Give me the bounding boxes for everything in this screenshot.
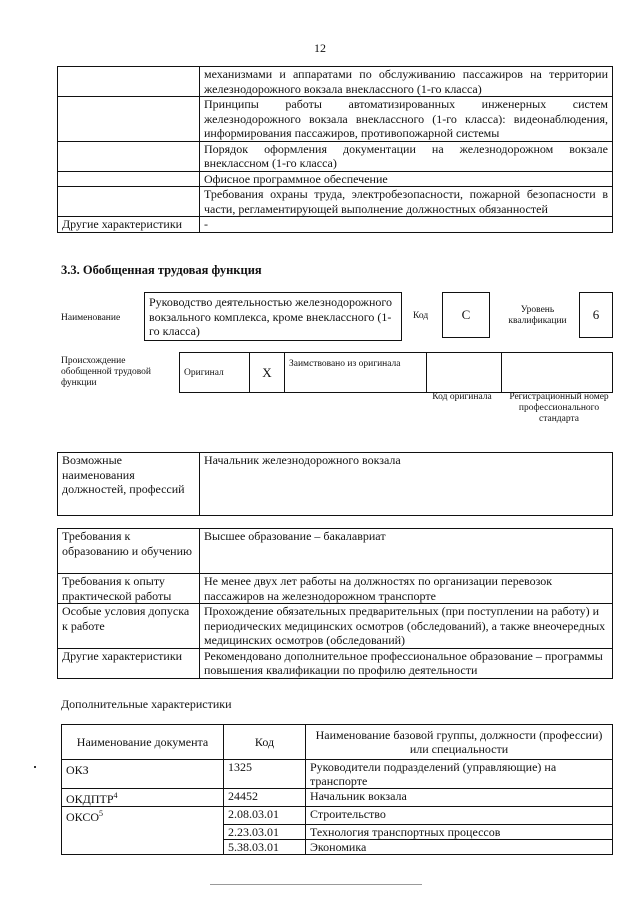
table-row — [58, 604, 613, 649]
origin-code-cell — [427, 353, 502, 393]
req-value: Прохождение обязательных предварительных (при поступлении на работу) и периодических медицинских осмотров (обследований), а также внеочередных медицинских осмотров (обследований) — [200, 604, 613, 649]
doc-code: 5.38.03.01 — [224, 839, 306, 854]
table-row — [58, 217, 613, 233]
table-row — [180, 353, 613, 393]
table-row — [58, 574, 613, 604]
table-row — [58, 529, 613, 574]
knowledge-table — [57, 66, 613, 233]
table-cell — [58, 67, 200, 97]
table-cell — [58, 171, 200, 187]
doc-code: 1325 — [224, 760, 306, 789]
header-code: Код — [224, 725, 306, 760]
positions-value: Начальник железнодорожного вокзала — [200, 453, 613, 516]
req-label: Требования к образованию и обучению — [58, 529, 200, 574]
table-row — [58, 648, 613, 678]
table-cell: Принципы работы автоматизированных инженерных систем железнодорожного вокзала внеклассного (1-го класса): видеонаблюдения, информирования пассажиров, противопожарной системы — [200, 97, 613, 142]
doc-name — [62, 824, 224, 839]
table-row — [58, 67, 613, 97]
code-value: C — [461, 307, 471, 322]
req-label: Особые условия допуска к работе — [58, 604, 200, 649]
requirements-table — [57, 528, 613, 679]
original-mark: X — [250, 353, 285, 393]
table-header-row — [62, 725, 613, 760]
table-row — [62, 789, 613, 807]
doc-name: ОКЗ — [62, 760, 224, 789]
original-label: Оригинал — [180, 353, 250, 393]
req-value: Не менее двух лет работы на должностях по организации перевозок пассажиров на железнодорожном транспорте — [200, 574, 613, 604]
origin-table — [179, 352, 613, 393]
doc-name: ОКСО$^5$ — [62, 807, 224, 825]
table-cell: механизмами и аппаратами по обслуживанию пассажиров на территории железнодорожного вокзала внеклассного (1-го класса) — [200, 67, 613, 97]
req-value: Высшее образование – бакалавриат — [200, 529, 613, 574]
table-row — [62, 824, 613, 839]
level-value-box — [579, 292, 613, 338]
doc-code: 2.08.03.01 — [224, 807, 306, 825]
table-cell: Порядок оформления документации на железнодорожном вокзале внеклассном (1-го класса) — [200, 141, 613, 171]
doc-title: Начальник вокзала — [306, 789, 613, 807]
header-name: Наименование базовой группы, должности (профессии) или специальности — [306, 725, 613, 760]
table-cell — [58, 187, 200, 217]
req-label: Другие характеристики — [58, 648, 200, 678]
page-number: 12 — [314, 41, 326, 55]
doc-title: Экономика — [306, 839, 613, 854]
doc-code: 2.23.03.01 — [224, 824, 306, 839]
code-label: Код — [413, 311, 429, 321]
header-doc: Наименование документа — [62, 725, 224, 760]
bottom-rule — [210, 884, 422, 885]
table-row — [62, 760, 613, 789]
table-cell — [58, 141, 200, 171]
code-caption: Код оригинала — [432, 392, 492, 402]
doc-title: Строительство — [306, 807, 613, 825]
doc-code: 24452 — [224, 789, 306, 807]
level-label: Уровень квалификации — [508, 305, 567, 326]
positions-label: Возможные наименования должностей, профессий — [58, 453, 200, 516]
doc-title: Руководители подразделений (управляющие) на транспорте — [306, 760, 613, 789]
req-label: Требования к опыту практической работы — [58, 574, 200, 604]
function-name-box — [144, 292, 402, 341]
extra-title: Дополнительные характеристики — [61, 697, 232, 711]
table-cell: - — [200, 217, 613, 233]
table-cell — [58, 97, 200, 142]
name-label: Наименование — [61, 313, 121, 323]
positions-table — [57, 452, 613, 516]
table-cell: Требования охраны труда, электробезопасности, пожарной безопасности в части, регламентирующей выполнение должностных обязанностей — [200, 187, 613, 217]
level-value: 6 — [592, 307, 600, 322]
documents-table — [61, 724, 613, 855]
doc-name: ОКДПТР$^4$ — [62, 789, 224, 807]
doc-name — [62, 839, 224, 854]
doc-title: Технология транспортных процессов — [306, 824, 613, 839]
table-row — [58, 141, 613, 171]
req-value: Рекомендовано дополнительное профессиональное образование – программы повышения квалификации по профилю деятельности — [200, 648, 613, 678]
scan-speck — [34, 766, 36, 768]
origin-label: Происхождение обобщенной трудовой функции — [61, 356, 151, 388]
table-cell-label: Другие характеристики — [58, 217, 200, 233]
section-title: 3.3. Обобщенная трудовая функция — [61, 263, 262, 277]
table-row — [58, 171, 613, 187]
table-row — [58, 97, 613, 142]
table-cell: Офисное программное обеспечение — [200, 171, 613, 187]
reg-caption: Регистрационный номер профессионального стандарта — [509, 392, 609, 424]
origin-reg-cell — [502, 353, 613, 393]
table-row — [58, 453, 613, 516]
table-row — [62, 839, 613, 854]
table-row — [58, 187, 613, 217]
function-name-value: Руководство деятельностью железнодорожного вокзального комплекса, кроме внеклассного (1-го класса) — [149, 295, 392, 338]
borrowed-label: Заимствовано из оригинала — [285, 353, 427, 393]
code-value-box — [442, 292, 490, 338]
table-row — [62, 807, 613, 825]
